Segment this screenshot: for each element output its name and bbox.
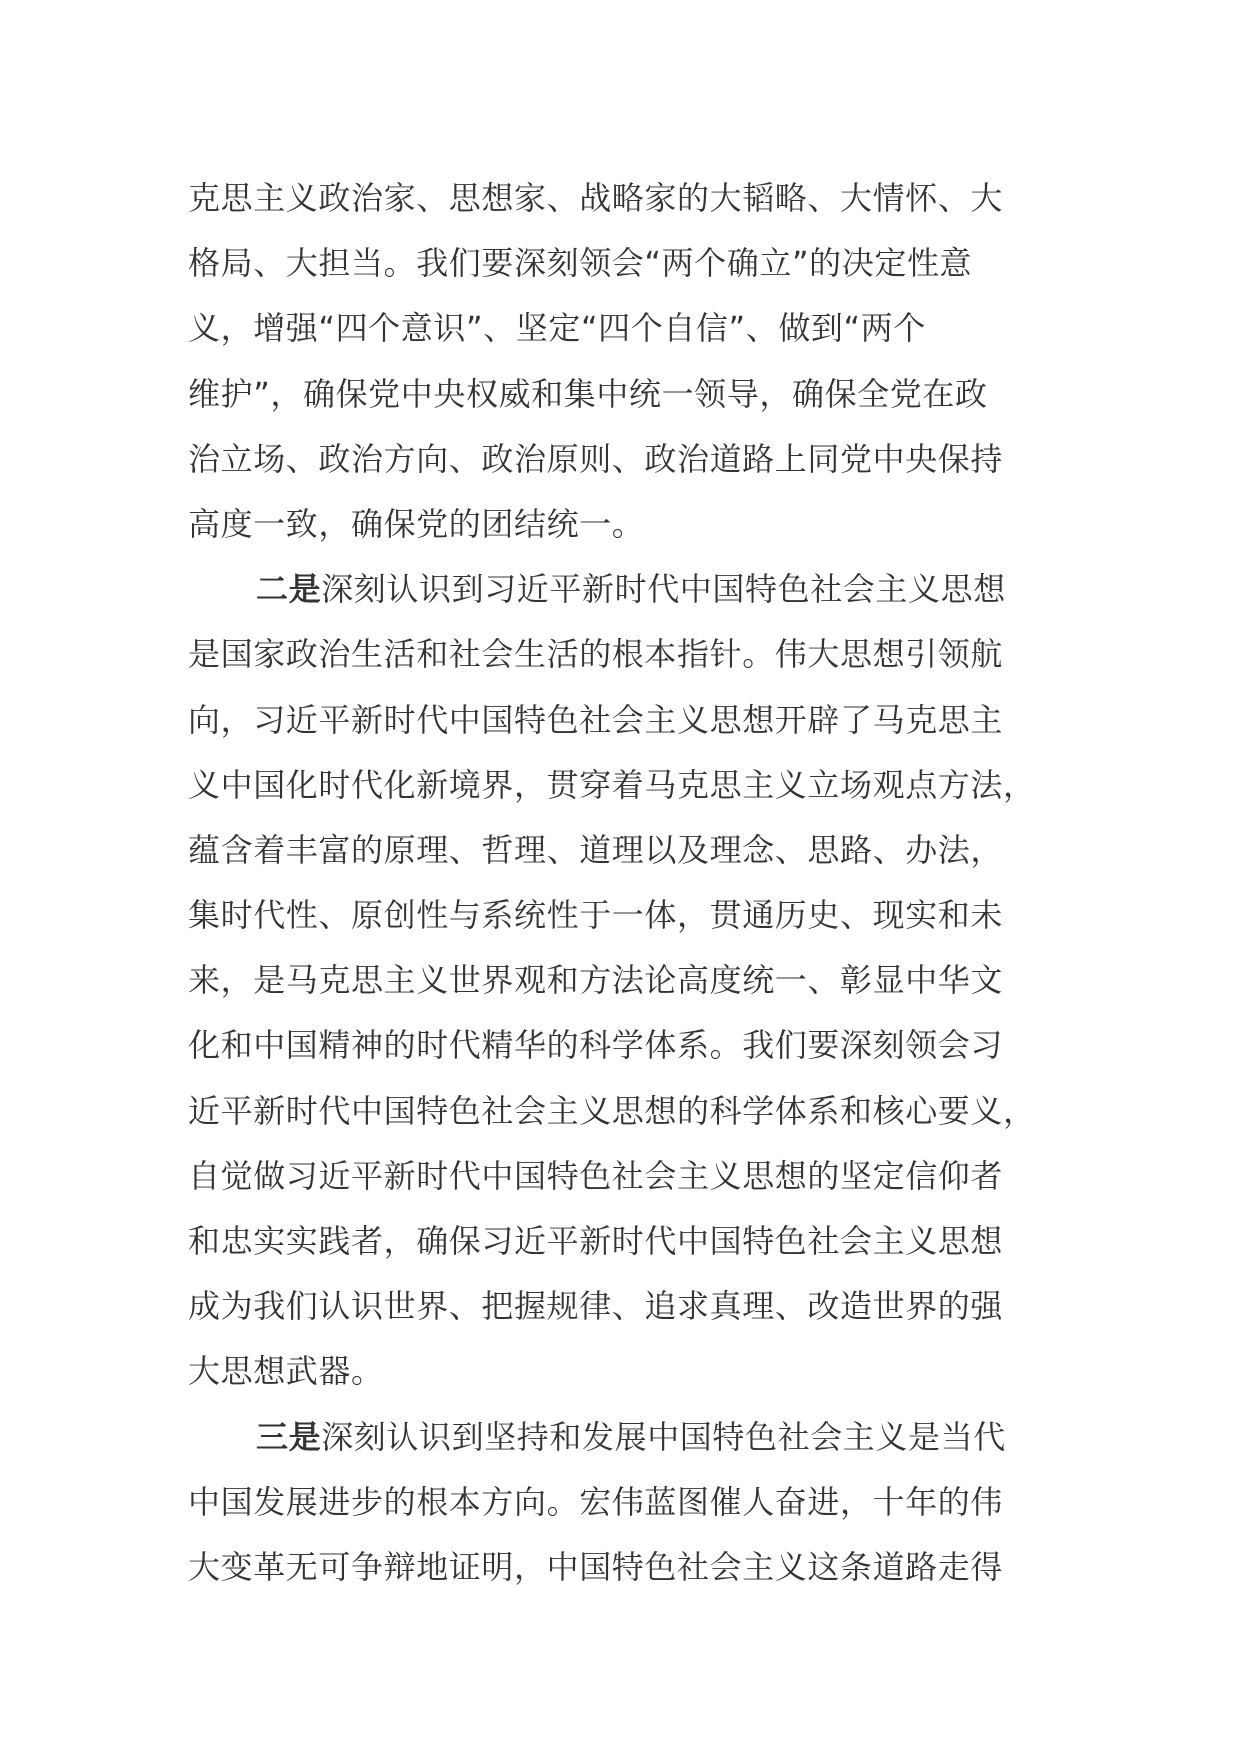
text-line: 治立场、政治方向、政治原则、政治道路上同党中央保持 (188, 439, 1004, 478)
text-line: 大思想武器。 (188, 1352, 384, 1391)
text-line: 格局、大担当。我们要深刻领会“两个确立”的决定性意 (188, 244, 973, 283)
text-line: 是国家政治生活和社会生活的根本指针。伟大思想引领航 (188, 635, 1004, 674)
text-line-content: 深刻认识到习近平新时代中国特色社会主义思想 (321, 570, 1006, 609)
text-line: 蕴含着丰富的原理、哲理、道理以及理念、思路、办法， (188, 830, 1004, 869)
text-line: 自觉做习近平新时代中国特色社会主义思想的坚定信仰者 (188, 1156, 1004, 1195)
text-line: 近平新时代中国特色社会主义思想的科学体系和核心要义， (188, 1091, 1036, 1130)
text-line: 中国发展进步的根本方向。宏伟蓝图催人奋进，十年的伟 (188, 1482, 1004, 1521)
text-line: 向，习近平新时代中国特色社会主义思想开辟了马克思主 (188, 700, 1004, 739)
text-line: 克思主义政治家、思想家、战略家的大韬略、大情怀、大 (188, 179, 1004, 217)
text-line: 来，是马克思主义世界观和方法论高度统一、彰显中华文 (188, 961, 1004, 1000)
text-line: 化和中国精神的时代精华的科学体系。我们要深刻领会习 (188, 1026, 1004, 1065)
text-line-first (188, 557, 1068, 622)
text-line: 成为我们认识世界、把握规律、追求真理、改造世界的强 (188, 1287, 1004, 1326)
text-line: 义中国化时代化新境界，贯穿着马克思主义立场观点方法， (188, 765, 1036, 804)
text-line: 义，增强“四个意识”、坚定“四个自信”、做到“两个 (188, 309, 926, 348)
paragraph-3 (188, 1405, 1068, 1601)
text-line-first (188, 1405, 1068, 1470)
text-line: 维护”，确保党中央权威和集中统一领导，确保全党在政 (188, 374, 988, 413)
text-line-content: 深刻认识到坚持和发展中国特色社会主义是当代 (321, 1417, 1006, 1456)
paragraph-1 (188, 166, 1068, 557)
document-body (188, 166, 1068, 1600)
paragraph-2 (188, 557, 1068, 1404)
paragraph-lead: 二是 (256, 570, 322, 609)
paragraph-lead: 三是 (256, 1417, 322, 1456)
text-line: 和忠实实践者，确保习近平新时代中国特色社会主义思想 (188, 1222, 1004, 1260)
text-line: 大变革无可争辩地证明，中国特色社会主义这条道路走得 (188, 1547, 1004, 1586)
text-line: 集时代性、原创性与系统性于一体，贯通历史、现实和未 (188, 896, 1004, 935)
text-line: 高度一致，确保党的团结统一。 (188, 504, 645, 543)
